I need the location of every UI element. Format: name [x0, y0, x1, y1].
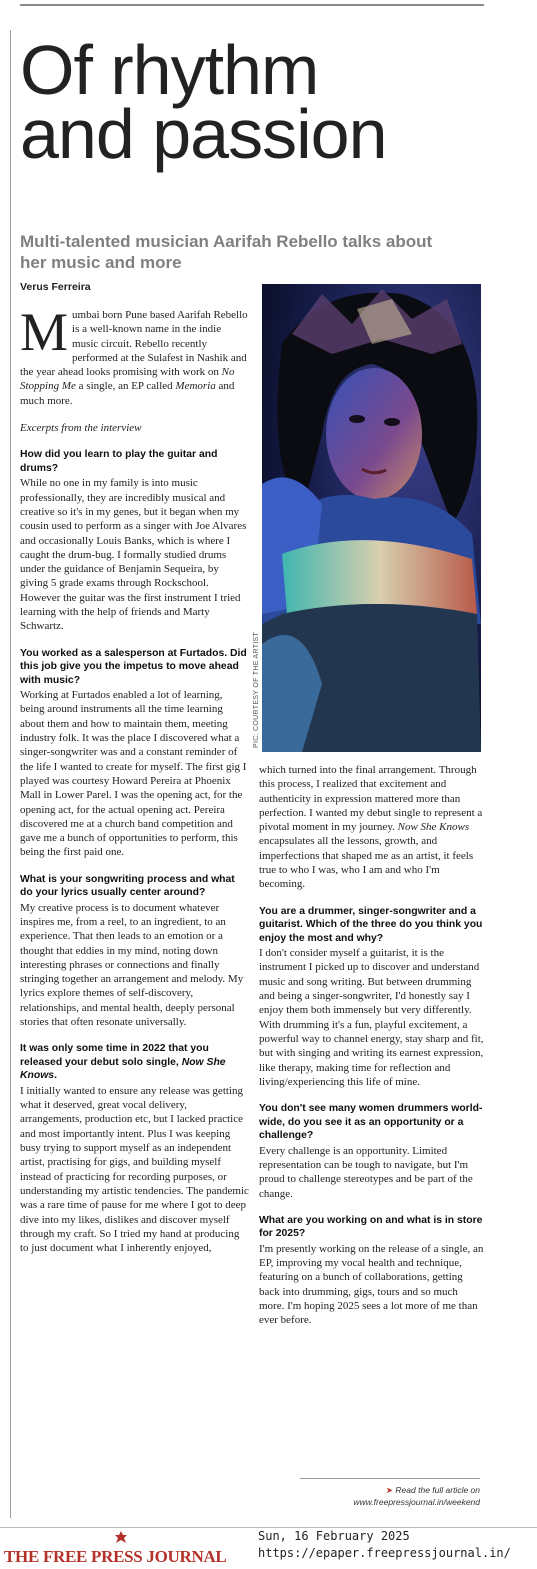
read-more[interactable]: ➤ Read the full article on www.freepressjournal.in/weekend — [280, 1484, 480, 1508]
question-2: You worked as a salesperson at Furtados. Did this job give you the impetus to move ahead with music? — [20, 647, 247, 686]
question-3: What is your songwriting process and what do your lyrics usually center around? — [20, 873, 235, 899]
question-4: It was only some time in 2022 that you released your debut solo single, Now She Knows. — [20, 1043, 226, 1082]
masthead-emblem-icon — [113, 1531, 129, 1545]
artist-photo-image — [262, 284, 481, 752]
subhead: Multi-talented musician Aarifah Rebello talks about her music and more — [20, 232, 433, 272]
answer-2: Working at Furtados enabled a lot of learning, being around instruments all the time learning about them and how to maintain them, meeting industry folk. It was the place I discovered what a singer-songwriter was and a constant reminder of the life I wanted to create for myself. The first gig I played was courtesy Howard Pereira at Phoenix Mall in Lower Parel. I was the opening act, for the opening act, for the actual opening act. Pereira discovered me at a church band competition and gave me a bunch of opportunities to perform, this being the first paid one. — [20, 689, 247, 859]
left-column-rule — [10, 30, 11, 1518]
artist-photo — [262, 284, 481, 752]
right-column — [259, 763, 484, 1341]
excerpt-label: Excerpts from the interview — [20, 422, 142, 435]
read-more-rule — [300, 1478, 480, 1479]
byline: Verus Ferreira — [20, 281, 91, 293]
headline-line-1: Of rhythm — [20, 31, 319, 109]
answer-6: Every challenge is an opportunity. Limited representation can be tough to navigate, but I'm proud to challenge stereotypes and be part of the change. — [259, 1144, 473, 1200]
answer-1: While no one in my family is into music professionally, they are incredibly musical and creative so it's in my genes, but it began when my cousin used to perform as a singer with Joe Alvares and occasionally Louis Banks, which is where I caught the drum-bug. I formally studied drums under the guidance of Benjamin Sequeira, by giving 5 grade exams through Rockschool. However the guitar was the first instrument I tried learning with the help of friends and Marty Schwartz. — [20, 477, 247, 633]
footer-rule — [0, 1527, 537, 1528]
intro-paragraph: Mumbai born Pune based Aarifah Rebello is a well-known name in the indie music circuit. Rebello recently performed at the Sulafest in Nashik and the year ahead looks promising with work on No Stopping Me a single, an EP called Memoria and much more. — [20, 302, 248, 407]
answer-5: I don't consider myself a guitarist, it is the instrument I picked up to discover and understand music and song writing. But between drumming and being a singer-songwriter, I'd honestly say I enjoy them both immensely but very differently. With drumming it's a fun, playful excitement, a powerful way to channel energy, stay sharp and fit, but with singing and writing its earnest expression, like therapy, making time for reflection and living/experiencing this life of mine. — [259, 947, 484, 1088]
arrow-icon: ➤ — [385, 1485, 394, 1495]
question-7: What are you working on and what is in store for 2025? — [259, 1214, 483, 1240]
top-rule — [20, 4, 484, 6]
answer-4: I initially wanted to ensure any release was getting what it deserved, great vocal delivery, arrangements, production etc, but I lacked practice and most importantly intent. Plus I was keeping busy trying to support myself as an independent artist, practising for gigs, and building myself instead of practicing for recording purposes, or understanding my artistic tendencies. The pandemic was a rare time of pause for me where I got to deep dive into my likes, dislikes and discover myself through my craft. So I tried my hand at producing to just document what I inherently enjoyed, — [20, 1084, 249, 1255]
question-5: You are a drummer, singer-songwriter and a guitarist. Which of the three do you think you enjoy the most and why? — [259, 905, 483, 944]
drop-cap: M — [20, 302, 69, 362]
answer-4-continued: which turned into the final arrangement. Through this process, I realized that excitement and authenticity in expression mattered more than perfection. I wanted my debut single to represent a pivotal moment in my journey. Now She Knows encapsulates all the lessons, growth, and imperfections that shaped me as an artist, it feels true to who I was, who I am and who I'm becoming. — [259, 764, 483, 891]
answer-7: I'm presently working on the release of a single, an EP, improving my vocal health and technique, featuring on a bunch of collaborations, getting back into drumming, gigs, tours and so much more. I'm hoping 2025 sees a lot more of me than ever before. — [259, 1242, 484, 1327]
answer-3: My creative process is to document whatever inspires me, from a reel, to an ingredient, to an experience. That then leads to an emotion or a thought that eddies in my mind, noting down interesting phrases or connections and finally stringing together an arrangement and melody. My lyrics explore themes of self-discovery, relationships, and mental health, deeply personal stories that often resonate universally. — [20, 901, 244, 1029]
headline — [20, 31, 520, 173]
left-column — [20, 302, 249, 1268]
photo-credit: PIC: COURTESY OF THE ARTIST — [253, 631, 260, 748]
masthead-logo: THE FREE PRESS JOURNAL — [4, 1547, 227, 1566]
footer-url[interactable]: https://epaper.freepressjournal.in/ — [258, 1546, 511, 1560]
footer-date: Sun, 16 February 2025 — [258, 1529, 410, 1543]
read-more-url[interactable]: www.freepressjournal.in/weekend — [353, 1497, 480, 1507]
question-1: How did you learn to play the guitar and drums? — [20, 449, 218, 474]
headline-line-2: and passion — [20, 95, 387, 173]
question-6: You don't see many women drummers world-wide, do you see it as an opportunity or a challenge? — [259, 1103, 483, 1142]
